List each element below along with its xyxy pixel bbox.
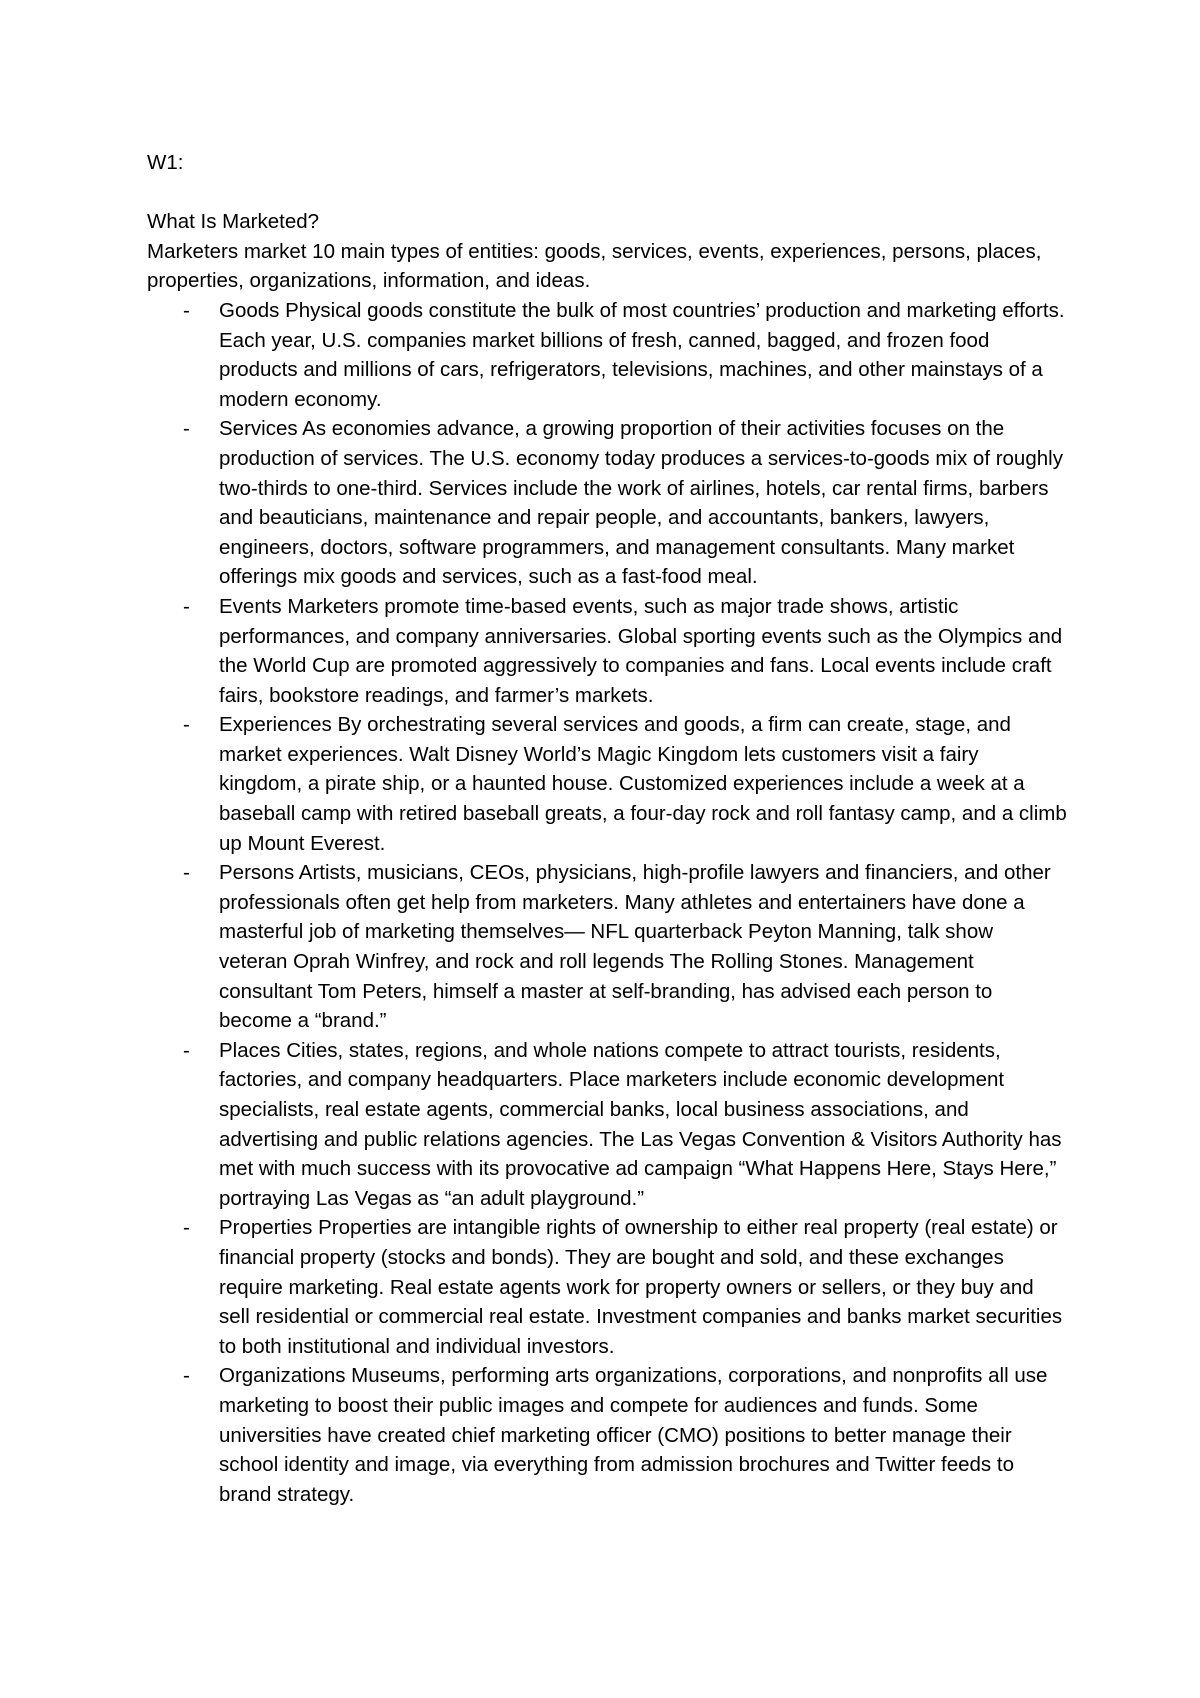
bullet-dash: - — [183, 1038, 190, 1062]
bullet-dash: - — [183, 1216, 190, 1240]
page-heading: W1: — [147, 151, 184, 174]
list-item-text: Experiences By orchestrating several services and goods, a firm can create, stage, and market experiences. Walt Disney World’s Magic Kingdom lets customers visit a fairy kingdom, a pirate ship, or a haunted house. Customized experiences include a week at a baseball camp with retired baseball greats, a four-day rock and roll fantasy camp, and a climb up Mount Everest. — [219, 713, 1067, 855]
bullet-dash: - — [183, 417, 190, 441]
list-item-text: Organizations Museums, performing arts organizations, corporations, and nonprofits all use marketing to boost their public images and compete for audiences and funds. Some universities have created chief marketing officer (CMO) positions to better manage their school identity and image, via everything from admission brochures and Twitter feeds to brand strategy. — [219, 1364, 1048, 1506]
bullet-dash: - — [183, 861, 190, 885]
list-item-events — [147, 592, 1067, 710]
list-item-text: Places Cities, states, regions, and whole nations compete to attract tourists, residents, factories, and company headquarters. Place marketers include economic development specialists, real estate agents, commercial banks, local business associations, and advertising and public relations agencies. The Las Vegas Convention & Visitors Authority has met with much success with its provocative ad campaign “What Happens Here, Stays Here,” portraying Las Vegas as “an adult playground.” — [219, 1038, 1062, 1210]
blank-line — [147, 178, 1067, 208]
document-page — [147, 148, 1067, 1509]
list-item-experiences — [147, 710, 1067, 858]
list-item-persons — [147, 858, 1067, 1036]
list-item-services — [147, 414, 1067, 592]
list-item-text: Events Marketers promote time-based events, such as major trade shows, artistic performances, and company anniversaries. Global sporting events such as the Olympics and the World Cup are promoted aggressively to companies and fans. Local events include craft fairs, bookstore readings, and farmer’s markets. — [219, 594, 1063, 707]
list-item-properties — [147, 1213, 1067, 1361]
list-item-text: Persons Artists, musicians, CEOs, physicians, high-profile lawyers and financiers, and other professionals often get help from marketers. Many athletes and entertainers have done a masterful job of marketing themselves— NFL quarterback Peyton Manning, talk show veteran Oprah Winfrey, and rock and roll legends The Rolling Stones. Management consultant Tom Peters, himself a master at self-branding, has advised each person to become a “brand.” — [219, 861, 1051, 1033]
bullet-dash: - — [183, 1364, 190, 1388]
bullet-dash: - — [183, 713, 190, 737]
list-item-places — [147, 1036, 1067, 1214]
list-item-text: Properties Properties are intangible rights of ownership to either real property (real estate) or financial property (stocks and bonds). They are bought and sold, and these exchanges require marketing. Real estate agents work for property owners or sellers, or they buy and sell residential or commercial real estate. Investment companies and banks market securities to both institutional and individual investors. — [219, 1216, 1063, 1358]
list-item-text: Services As economies advance, a growing proportion of their activities focuses on the production of services. The U.S. economy today produces a services-to-goods mix of roughly two-thirds to one-third. Services include the work of airlines, hotels, car rental firms, barbers and beauticians, maintenance and repair people, and accountants, bankers, lawyers, engineers, doctors, software programmers, and management consultants. Many market offerings mix goods and services, such as a fast-food meal. — [219, 417, 1063, 589]
list-item-text: Goods Physical goods constitute the bulk of most countries’ production and marketing efforts. Each year, U.S. companies market billions of fresh, canned, bagged, and frozen food products and millions of cars, refrigerators, televisions, machines, and other mainstays of a modern economy. — [219, 298, 1065, 411]
bullet-dash: - — [183, 298, 190, 322]
list-item-goods — [147, 296, 1067, 414]
entity-list — [147, 296, 1067, 1509]
list-item-organizations — [147, 1361, 1067, 1509]
section-title: What Is Marketed? — [147, 210, 320, 234]
intro-paragraph: Marketers market 10 main types of entities: goods, services, events, experiences, persons, places, properties, organizations, information, and ideas. — [147, 239, 1042, 293]
bullet-dash: - — [183, 594, 190, 618]
